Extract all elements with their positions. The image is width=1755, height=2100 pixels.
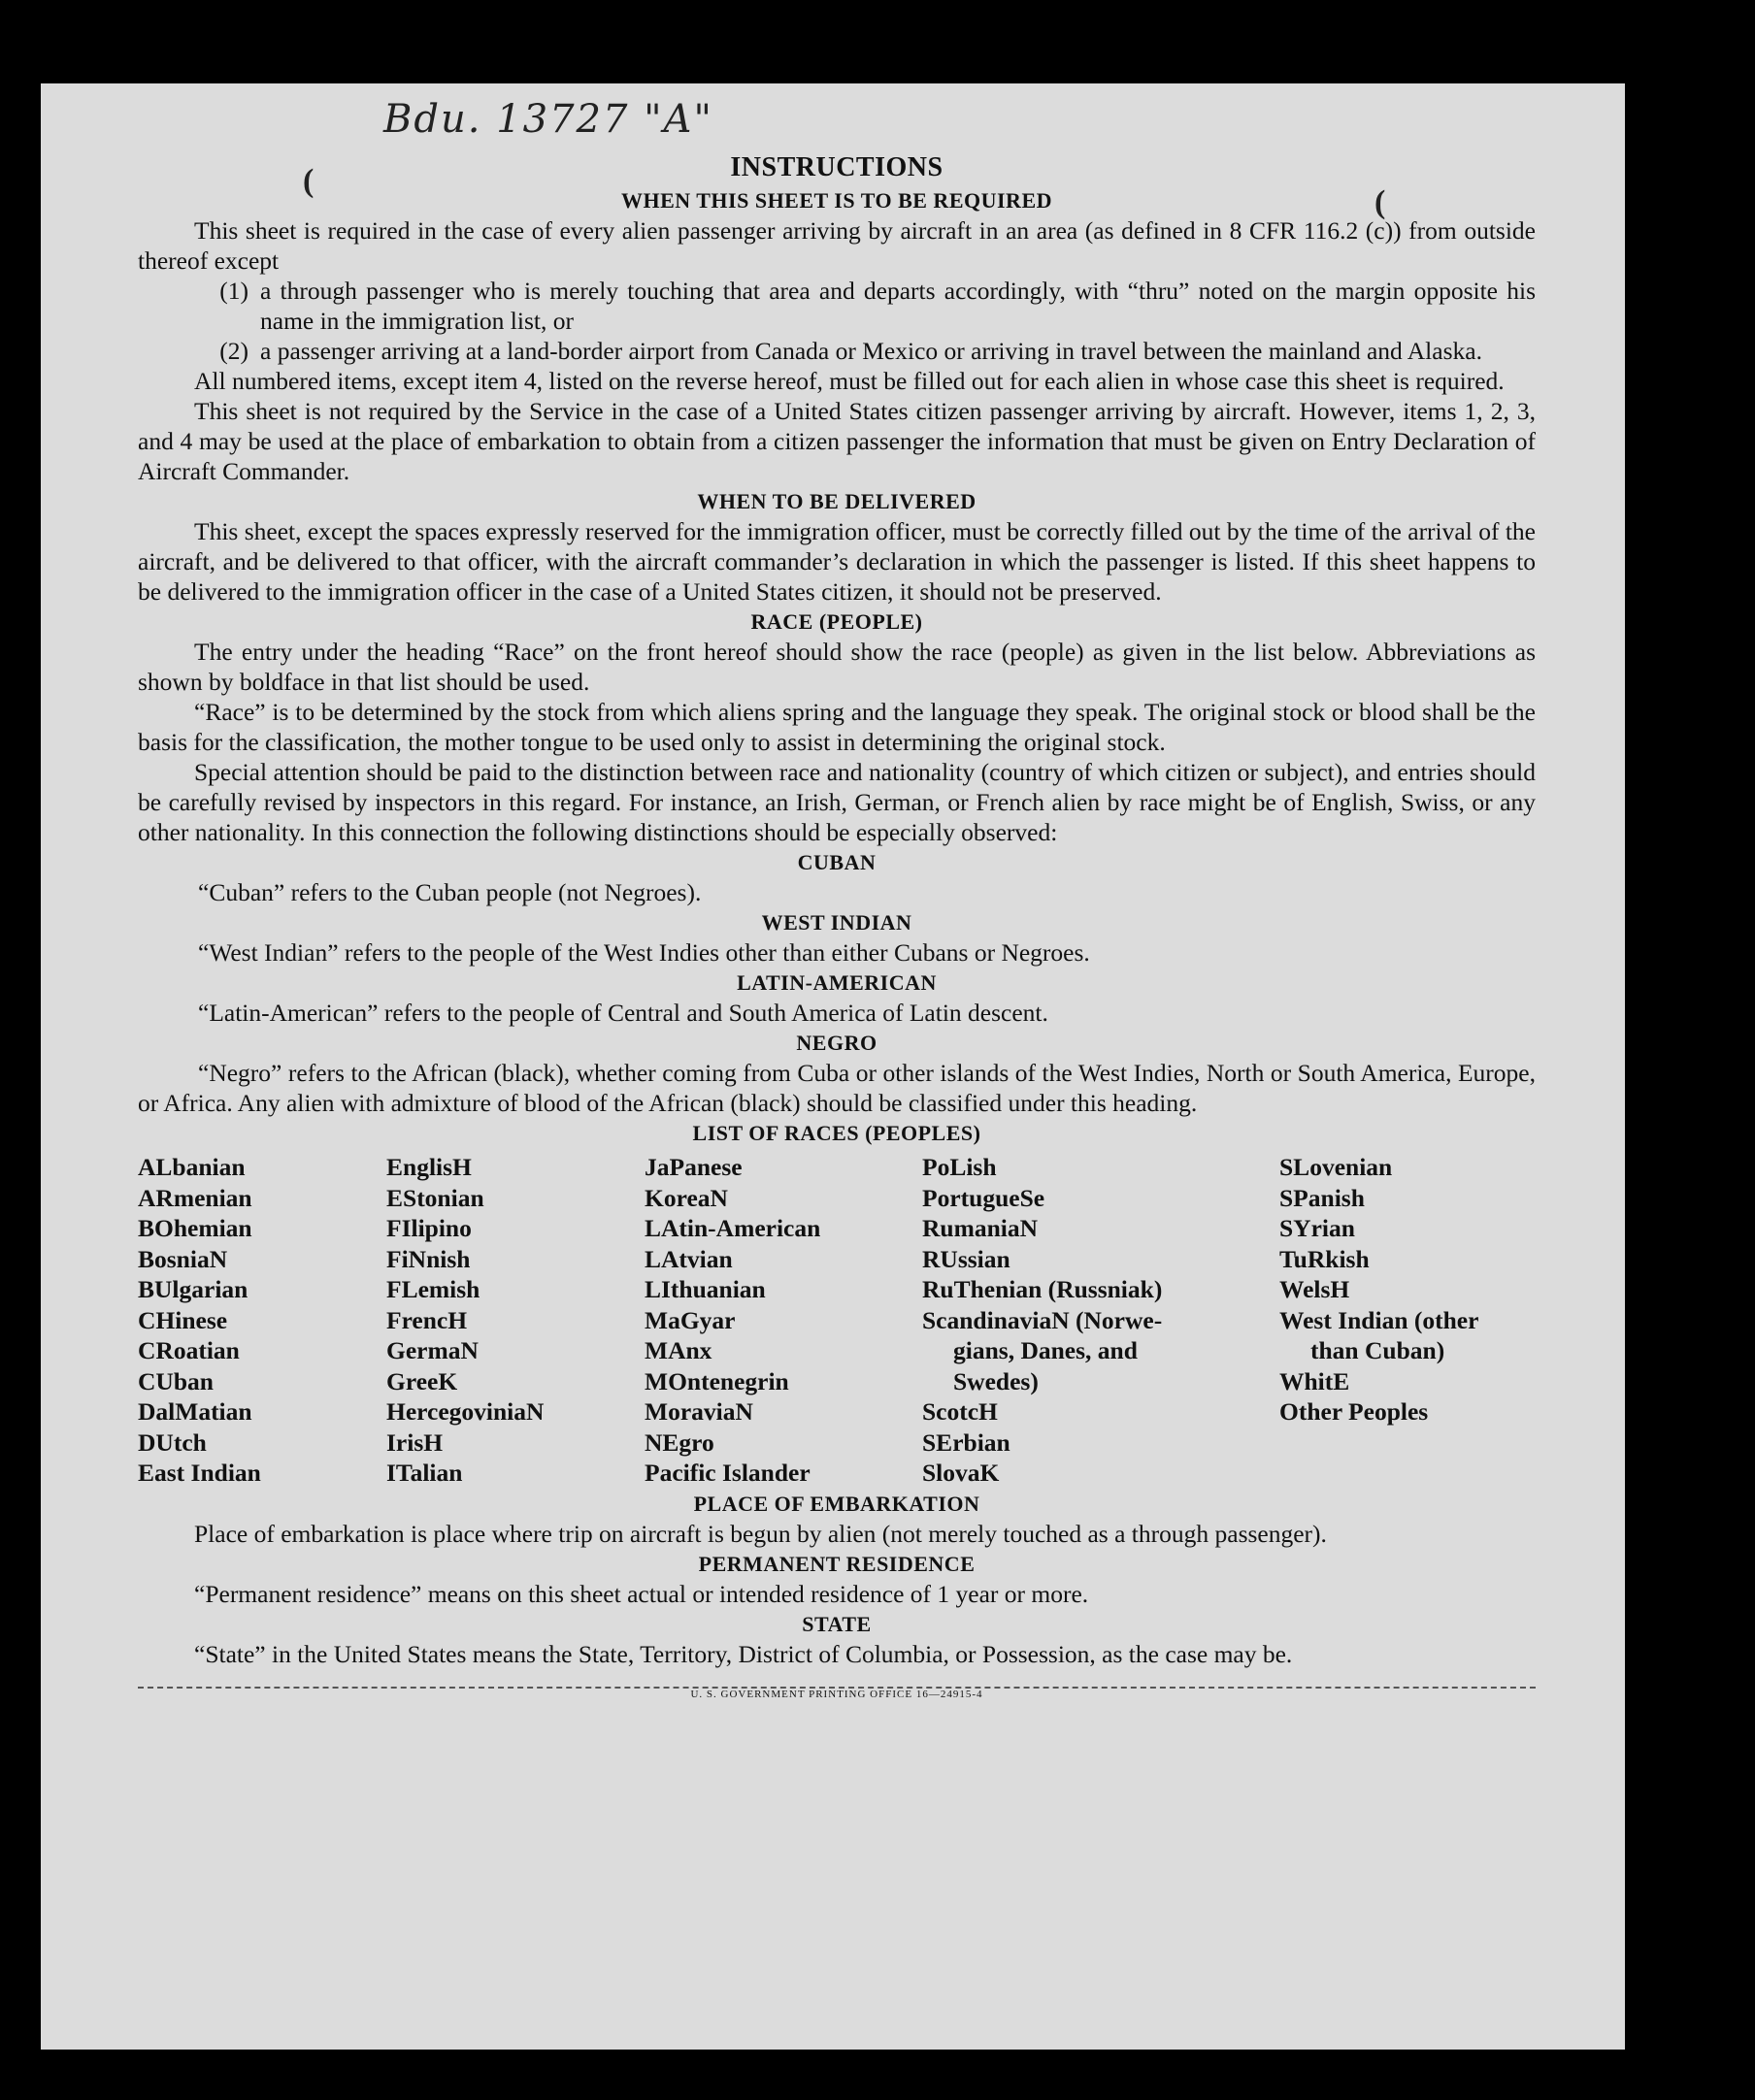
delivered-text: This sheet, except the spaces expressly reserved for the immigration officer, must be correctly filled out by the time of the arrival of the aircraft, and be delivered to that officer, with the aircraft commander’s declaration in which the passenger is listed. If this sheet happens to be delivered to the immigration officer in the case of a United States citizen, it should not be preserved. bbox=[138, 517, 1536, 606]
race-entry: MOntenegrin bbox=[645, 1366, 789, 1395]
race-entry: BosniaN bbox=[138, 1244, 228, 1273]
race-entry: JaPanese bbox=[645, 1153, 743, 1181]
printing-office-imprint bbox=[138, 1680, 1536, 1710]
race-entry: FLemish bbox=[386, 1275, 480, 1303]
required-intro: This sheet is required in the case of every alien passenger arriving by aircraft in an area (as defined in 8 CFR 116.2 (c)) from outside thereof except bbox=[138, 216, 1536, 275]
heading-cuban: CUBAN bbox=[797, 850, 877, 874]
exception-number: (2) bbox=[219, 337, 248, 365]
race-entry: MAnx bbox=[645, 1336, 712, 1364]
race-entry: WhitE bbox=[1279, 1366, 1350, 1395]
race-entry: CUban bbox=[138, 1366, 214, 1395]
race-entry: Pacific Islander bbox=[645, 1459, 811, 1487]
race-entry: West Indian (other bbox=[1279, 1305, 1479, 1334]
west-indian-text: “West Indian” refers to the people of the West Indies other than either Cubans or Negroes. bbox=[198, 938, 1090, 967]
race-entry: East Indian bbox=[138, 1459, 261, 1487]
race-entry: RUssian bbox=[922, 1244, 1010, 1273]
race-entry-continued: than Cuban) bbox=[1310, 1336, 1445, 1364]
race-entry: GreeK bbox=[386, 1366, 458, 1395]
races-column-2 bbox=[386, 1152, 645, 1489]
race-entry: SPanish bbox=[1279, 1183, 1365, 1212]
race-entry: BUlgarian bbox=[138, 1275, 248, 1303]
race-entry: LAtin-American bbox=[645, 1214, 821, 1242]
race-entry-continued: Swedes) bbox=[953, 1366, 1039, 1395]
race-entry: FIlipino bbox=[386, 1214, 472, 1242]
race-entry: ITalian bbox=[386, 1459, 463, 1487]
heading-required: WHEN THIS SHEET IS TO BE REQUIRED bbox=[620, 188, 1053, 213]
residence-text: “Permanent residence” means on this sheet actual or intended residence of 1 year or more. bbox=[194, 1579, 1089, 1608]
race-entry: BOhemian bbox=[138, 1214, 252, 1242]
race-entry: ARmenian bbox=[138, 1183, 252, 1212]
embarkation-text: Place of embarkation is place where trip on aircraft is begun by alien (not merely touched as a through passenger). bbox=[194, 1519, 1327, 1548]
latin-american-text: “Latin-American” refers to the people of Central and South America of Latin descent. bbox=[198, 999, 1048, 1027]
race-entry: HercegoviniaN bbox=[386, 1397, 545, 1426]
race-entry: CRoatian bbox=[138, 1336, 240, 1364]
race-entry: TuRkish bbox=[1279, 1244, 1370, 1273]
exception-item-1 bbox=[138, 276, 1536, 336]
race-entry: DalMatian bbox=[138, 1397, 252, 1426]
heading-state: STATE bbox=[802, 1611, 872, 1636]
race-entry: SlovaK bbox=[922, 1459, 1000, 1487]
race-entry: LAtvian bbox=[645, 1244, 733, 1273]
punch-mark-left: ( bbox=[303, 163, 315, 199]
imprint-text: U. S. GOVERNMENT PRINTING OFFICE 16—24915-4 bbox=[682, 1689, 990, 1700]
heading-negro: NEGRO bbox=[796, 1031, 878, 1055]
heading-embarkation: PLACE OF EMBARKATION bbox=[693, 1491, 980, 1516]
race-entry: WelsH bbox=[1279, 1275, 1350, 1303]
heading-latin-american: LATIN-AMERICAN bbox=[737, 970, 937, 995]
page-title: INSTRUCTIONS bbox=[730, 152, 944, 182]
race-entry: SLovenian bbox=[1279, 1153, 1393, 1181]
race-entry: KoreaN bbox=[645, 1183, 728, 1212]
race-para-2: “Race” is to be determined by the stock from which aliens spring and the language they speak. The original stock or blood shall be the basis for the classification, the mother tongue to be used only to assist in determining the original stock. bbox=[138, 698, 1536, 756]
heading-list-of-races: LIST OF RACES (PEOPLES) bbox=[692, 1121, 981, 1145]
race-entry: DUtch bbox=[138, 1427, 207, 1457]
exception-text: a passenger arriving at a land-border airport from Canada or Mexico or arriving in travel between the mainland and Alaska. bbox=[260, 337, 1482, 365]
punch-mark-right: ( bbox=[1374, 184, 1386, 220]
instructions-body bbox=[138, 150, 1536, 1710]
race-entry: PoLish bbox=[922, 1153, 997, 1181]
races-column-5 bbox=[1279, 1152, 1536, 1489]
exception-item-2 bbox=[138, 336, 1536, 366]
race-entry: LIthuanian bbox=[645, 1275, 766, 1303]
heading-race: RACE (PEOPLE) bbox=[750, 609, 923, 634]
race-entry: PortugueSe bbox=[922, 1183, 1045, 1212]
race-para-3: Special attention should be paid to the distinction between race and nationality (country of which citizen or subject), and entries should be carefully revised by inspectors in this regard. For instance, an Irish, German, or French alien by race might be of English, Swiss, or any other nationality. In this connection the following distinctions should be especially observed: bbox=[138, 758, 1536, 846]
races-column-3 bbox=[645, 1152, 922, 1489]
race-entry: SErbian bbox=[922, 1427, 1010, 1457]
exception-text: a through passenger who is merely touching that area and departs accordingly, with “thru” noted on the margin opposite his name in the immigration list, or bbox=[260, 277, 1536, 335]
race-entry-continued: gians, Danes, and bbox=[953, 1336, 1138, 1364]
exception-number: (1) bbox=[219, 277, 248, 305]
race-entry: RuThenian (Russniak) bbox=[922, 1275, 1163, 1303]
race-entry: MoraviaN bbox=[645, 1397, 753, 1426]
races-column-1 bbox=[138, 1152, 386, 1489]
cuban-text: “Cuban” refers to the Cuban people (not Negroes). bbox=[198, 878, 702, 906]
negro-text: “Negro” refers to the African (black), whether coming from Cuba or other islands of the West Indies, North or South America, Europe, or Africa. Any alien with admixture of blood of the African (black) should be classified under this heading. bbox=[138, 1059, 1536, 1117]
required-numbered-items: All numbered items, except item 4, listed on the reverse hereof, must be filled out for each alien in whose case this sheet is required. bbox=[194, 367, 1505, 395]
state-text: “State” in the United States means the State, Territory, District of Columbia, or Possession, as the case may be. bbox=[194, 1639, 1293, 1668]
race-entry: EnglisH bbox=[386, 1153, 472, 1181]
handwritten-file-number: Bdu. 13727 "A" bbox=[383, 97, 713, 142]
race-entry: ScandinaviaN (Norwe- bbox=[922, 1305, 1163, 1334]
required-citizen-note: This sheet is not required by the Service in the case of a United States citizen passenger arriving by aircraft. However, items 1, 2, 3, and 4 may be used at the place of embarkation to obtain from a citizen passenger the information that must be given on Entry Declaration of Aircraft Commander. bbox=[138, 397, 1536, 485]
races-list bbox=[138, 1152, 1536, 1489]
race-entry: SYrian bbox=[1279, 1214, 1355, 1242]
race-entry: MaGyar bbox=[645, 1305, 736, 1334]
race-entry: Other Peoples bbox=[1279, 1397, 1429, 1426]
race-entry: ALbanian bbox=[138, 1153, 246, 1181]
race-entry: CHinese bbox=[138, 1305, 228, 1334]
race-entry: GermaN bbox=[386, 1336, 479, 1364]
race-para-1: The entry under the heading “Race” on the front hereof should show the race (people) as given in the list below. Abbreviations as shown by boldface in that list should be used. bbox=[138, 638, 1536, 696]
race-entry: IrisH bbox=[386, 1427, 444, 1457]
heading-delivered: WHEN TO BE DELIVERED bbox=[697, 489, 977, 513]
races-column-4 bbox=[922, 1152, 1279, 1489]
heading-west-indian: WEST INDIAN bbox=[761, 910, 912, 935]
race-entry: RumaniaN bbox=[922, 1214, 1039, 1242]
heading-residence: PERMANENT RESIDENCE bbox=[698, 1551, 976, 1576]
race-entry: NEgro bbox=[645, 1427, 714, 1457]
race-entry: FiNnish bbox=[386, 1244, 471, 1273]
race-entry: FrencH bbox=[386, 1305, 468, 1334]
race-entry: ScotcH bbox=[922, 1397, 998, 1426]
race-entry: EStonian bbox=[386, 1183, 484, 1212]
